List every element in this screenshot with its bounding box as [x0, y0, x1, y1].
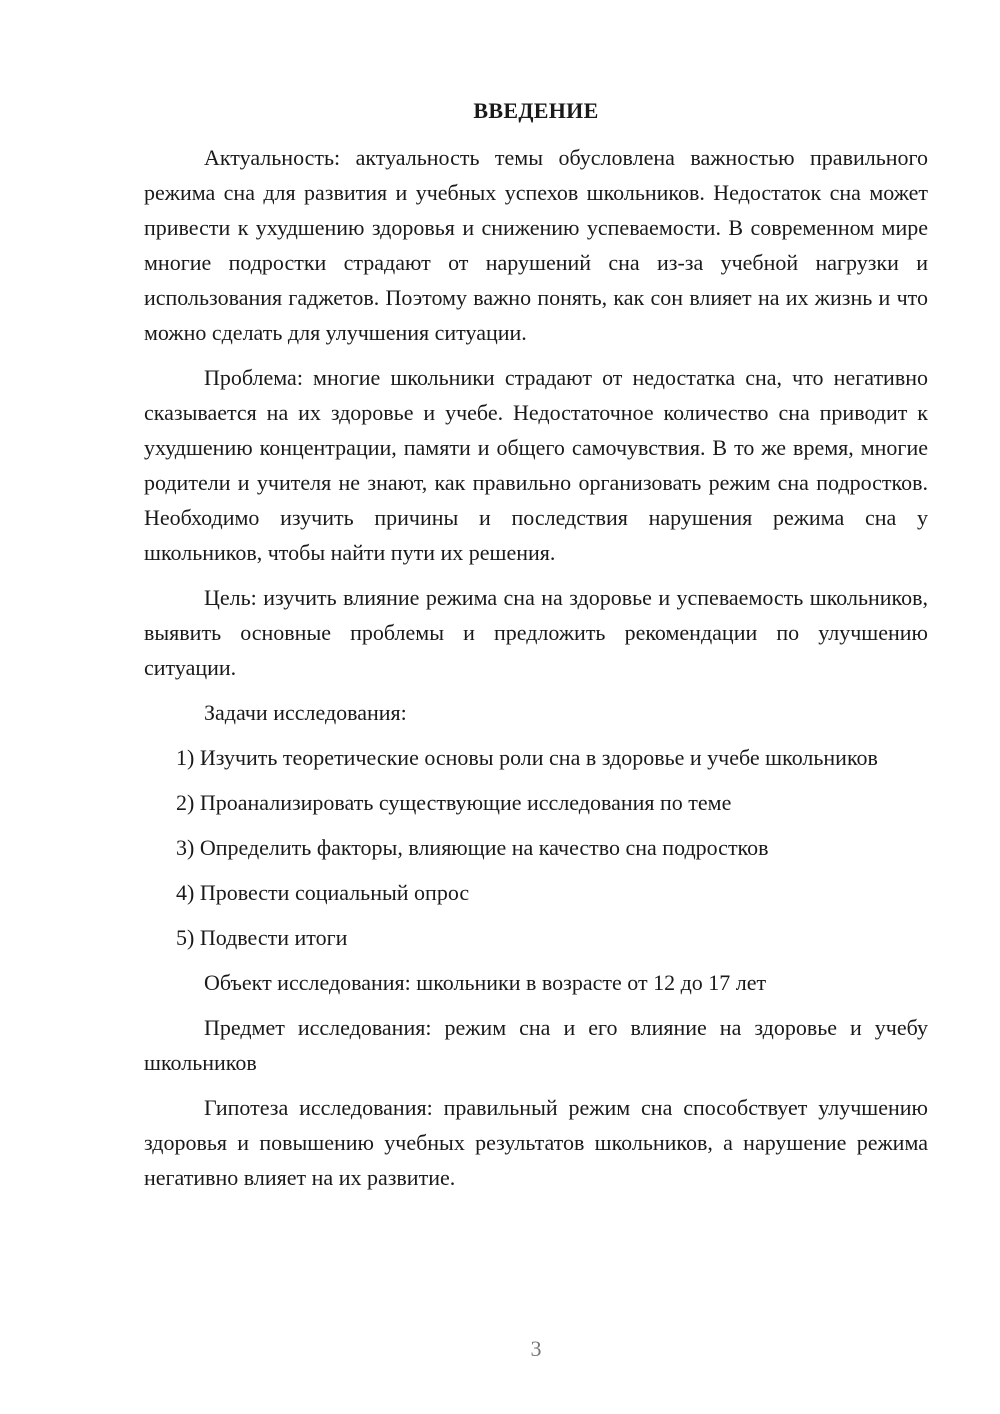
task-item-1: 1) Изучить теоретические основы роли сна в здоровье и учебе школьников: [176, 745, 878, 770]
paragraph-object: Объект исследования: школьники в возрасте от 12 до 17 лет: [204, 970, 767, 995]
document-page: [144, 96, 928, 1205]
paragraph-goal: Цель: изучить влияние режима сна на здоровье и успеваемость школьников, выявить основные проблемы и предложить рекомендации по улучшению ситуации.: [144, 585, 928, 680]
paragraph-problem: Проблема: многие школьники страдают от недостатка сна, что негативно сказывается на их здоровье и учебе. Недостаточное количество сна приводит к ухудшению концентрации, памяти и общего самочувствия. В то же время, многие родители и учителя не знают, как правильно организовать режим сна подростков. Необходимо изучить причины и последствия нарушения режима сна у школьников, чтобы найти пути их решения.: [144, 365, 928, 565]
paragraph-subject: Предмет исследования: режим сна и его влияние на здоровье и учебу школьников: [144, 1015, 928, 1075]
task-item-5: 5) Подвести итоги: [176, 925, 348, 950]
tasks-heading: Задачи исследования:: [204, 700, 407, 725]
page-title: ВВЕДЕНИЕ: [473, 98, 599, 123]
task-item-4: 4) Провести социальный опрос: [176, 880, 470, 905]
page-number: 3: [530, 1336, 542, 1361]
paragraph-relevance: Актуальность: актуальность темы обусловлена важностью правильного режима сна для развития и учебных успехов школьников. Недостаток сна может привести к ухудшению здоровья и снижению успеваемости. В современном мире многие подростки страдают от нарушений сна из-за учебной нагрузки и использования гаджетов. Поэтому важно понять, как сон влияет на их жизнь и что можно сделать для улучшения ситуации.: [144, 145, 928, 345]
task-item-2: 2) Проанализировать существующие исследования по теме: [176, 790, 732, 815]
paragraph-hypothesis: Гипотеза исследования: правильный режим сна способствует улучшению здоровья и повышению учебных результатов школьников, а нарушение режима негативно влияет на их развитие.: [144, 1095, 928, 1190]
task-item-3: 3) Определить факторы, влияющие на качество сна подростков: [176, 835, 769, 860]
